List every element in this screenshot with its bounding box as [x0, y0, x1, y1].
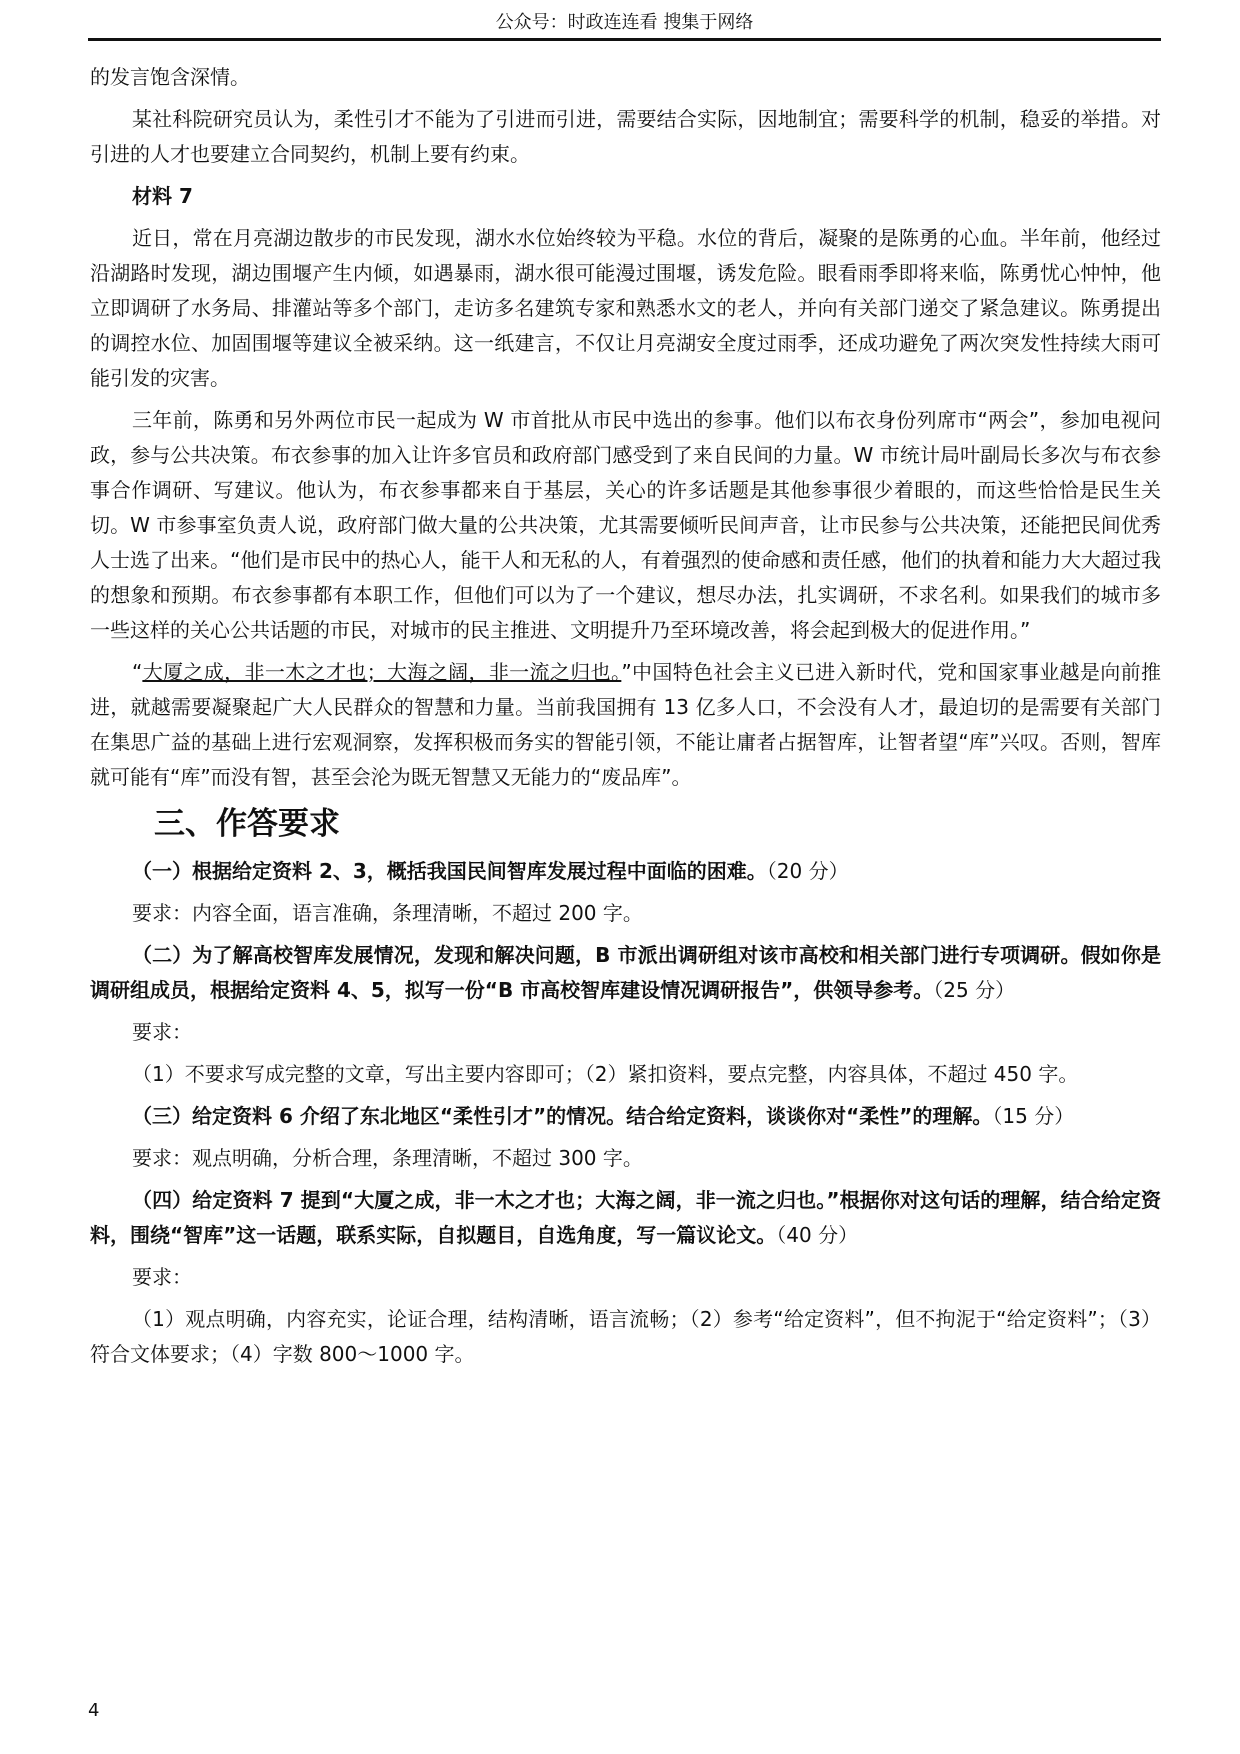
section-title: 三、作答要求: [154, 806, 340, 842]
paragraph: 某社科院研究员认为，柔性引才不能为了引进而引进，需要结合实际，因地制宜；需要科学的机制，稳妥的举措。对引进的人才也要建立合同契约，机制上要有约束。: [90, 107, 1161, 166]
question-text: （二）为了解高校智库发展情况，发现和解决问题，B 市派出调研组对该市高校和相关部门进行专项调研。假如你是调研组成员，根据给定资料 4、5，拟写一份“B 市高校智库建设情况调研报告”，供领导参考。: [90, 943, 1161, 1002]
question-score: （40 分）: [776, 1223, 859, 1247]
requirement: 要求：观点明确，分析合理，条理清晰，不超过 300 字。: [132, 1146, 643, 1170]
underlined-quote: 大厦之成，非一木之才也；大海之阔，非一流之归也。: [142, 660, 622, 684]
paragraph: 近日，常在月亮湖边散步的市民发现，湖水水位始终较为平稳。水位的背后，凝聚的是陈勇的心血。半年前，他经过沿湖路时发现，湖边围堰产生内倾，如遇暴雨，湖水很可能漫过围堰，诱发危险。眼看雨季即将来临，陈勇忧心忡忡，他立即调研了水务局、排灌站等多个部门，走访多名建筑专家和熟悉水文的老人，并向有关部门递交了紧急建议。陈勇提出的调控水位、加固围堰等建议全被采纳。这一纸建言，不仅让月亮湖安全度过雨季，还成功避免了两次突发性持续大雨可能引发的灾害。: [90, 226, 1161, 390]
requirement: （1）不要求写成完整的文章，写出主要内容即可；（2）紧扣资料，要点完整，内容具体，不超过 450 字。: [132, 1062, 1079, 1086]
question-text: （三）给定资料 6 介绍了东北地区“柔性引才”的情况。结合给定资料，谈谈你对“柔性”的理解。: [132, 1104, 993, 1128]
question-score: （25 分）: [933, 978, 1016, 1002]
page-number: 4: [88, 1700, 100, 1721]
requirement: 要求：内容全面，语言准确，条理清晰，不超过 200 字。: [132, 901, 643, 925]
question-text: （一）根据给定资料 2、3，概括我国民间智库发展过程中面临的困难。: [132, 859, 767, 883]
requirement-label: 要求：: [132, 1020, 192, 1044]
question-3: [90, 1099, 1161, 1134]
question-score: （20 分）: [766, 859, 849, 883]
paragraph: 三年前，陈勇和另外两位市民一起成为 W 市首批从市民中选出的参事。他们以布衣身份列席市“两会”，参加电视问政，参与公共决策。布衣参事的加入让许多官员和政府部门感受到了来自民间的力量。W 市统计局叶副局长多次与布衣参事合作调研、写建议。他认为，布衣参事都来自于基层，关心的许多话题是其他参事很少着眼的，而这些恰恰是民生关切。W 市参事室负责人说，政府部门做大量的公共决策，尤其需要倾听民间声音，让市民参与公共决策，还能把民间优秀人士选了出来。“他们是市民中的热心人，能干人和无私的人，有着强烈的使命感和责任感，他们的执着和能力大大超过我的想象和预期。布衣参事都有本职工作，但他们可以为了一个建议，想尽办法，扎实调研，不求名利。如果我们的城市多一些这样的关心公共话题的市民，对城市的民主推进、文明提升乃至环境改善，将会起到极大的促进作用。”: [90, 408, 1161, 642]
paragraph-text: ”中国特色社会主义已进入新时代，党和国家事业越是向前推进，就越需要凝聚起广大人民群众的智慧和力量。当前我国拥有 13 亿多人口，不会没有人才，最迫切的是需要有关部门在集思广益的基础上进行宏观洞察，发挥积极而务实的智能引领，不能让庸者占据智库，让智者望“库”兴叹。否则，智库就可能有“库”而没有智，甚至会沦为既无智慧又无能力的“废品库”。: [90, 660, 1161, 789]
question-4: [90, 1183, 1161, 1253]
question-text: （四）给定资料 7 提到“大厦之成，非一木之才也；大海之阔，非一流之归也。”根据你对这句话的理解，结合给定资料，围绕“智库”这一话题，联系实际，自拟题目，自选角度，写一篇议论文。: [90, 1188, 1161, 1247]
quote-mark: “: [132, 660, 143, 684]
paragraph: 的发言饱含深情。: [90, 65, 250, 89]
material-title: 材料 7: [132, 184, 193, 208]
requirement: （1）观点明确，内容充实，论证合理，结构清晰，语言流畅；（2）参考“给定资料”，但不拘泥于“给定资料”；（3）符合文体要求；（4）字数 800～1000 字。: [90, 1307, 1161, 1366]
header-rule: [88, 38, 1161, 41]
requirement-label: 要求：: [132, 1265, 192, 1289]
question-1: [90, 854, 1161, 889]
question-2: [90, 938, 1161, 1008]
question-score: （15 分）: [992, 1104, 1075, 1128]
page-header: 公众号：时政连连看 搜集于网络: [495, 12, 754, 33]
paragraph: [90, 655, 1161, 795]
document-body: [90, 60, 1161, 1379]
